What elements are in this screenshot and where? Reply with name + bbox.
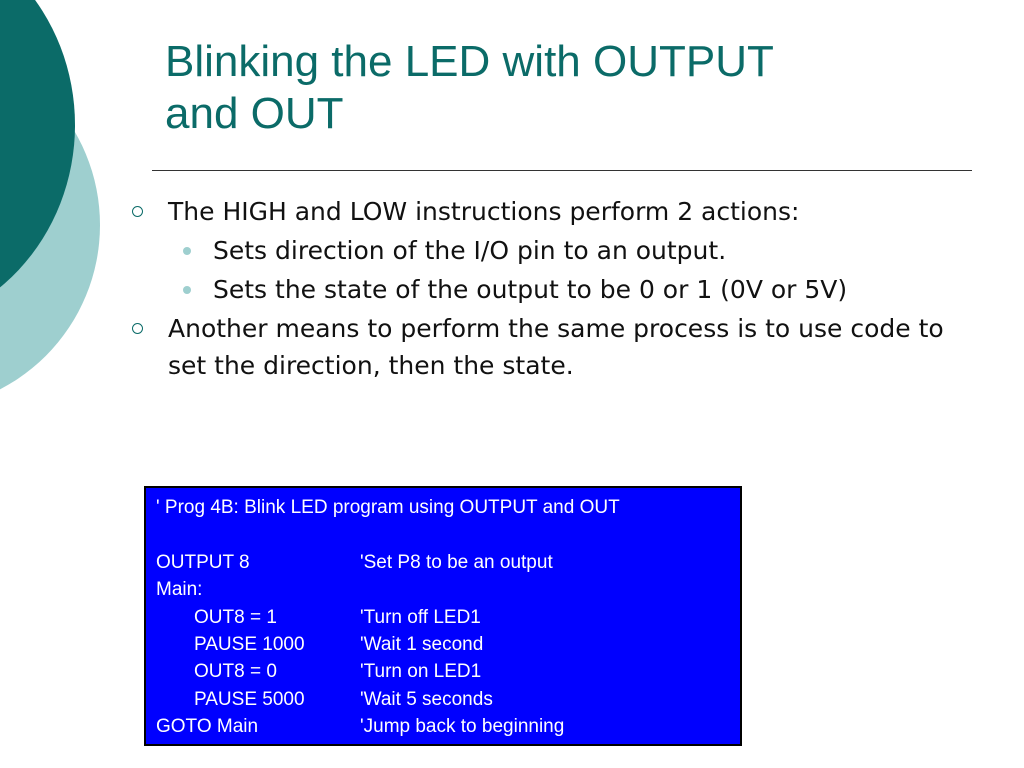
sub-bullet-item xyxy=(130,271,950,308)
code-header-line xyxy=(156,494,740,521)
code-line xyxy=(156,686,740,713)
slide-title xyxy=(165,36,985,140)
sub-bullet-item xyxy=(130,232,950,269)
code-blank-line xyxy=(156,521,740,548)
code-line xyxy=(156,549,740,576)
code-comment: 'Wait 5 seconds xyxy=(360,688,493,710)
sub-bullet-text: Sets direction of the I/O pin to an output. xyxy=(213,236,727,265)
code-comment: 'Turn off LED1 xyxy=(360,606,481,628)
code-line xyxy=(156,576,740,603)
code-command: OUT8 = 1 xyxy=(194,606,277,628)
code-comment: 'Set P8 to be an output xyxy=(360,551,553,573)
filled-dot-bullet-icon xyxy=(183,247,191,255)
code-comment: 'Turn on LED1 xyxy=(360,661,482,683)
code-line xyxy=(156,631,740,658)
code-listing xyxy=(144,486,742,746)
filled-dot-bullet-icon xyxy=(183,286,191,294)
hollow-circle-bullet-icon xyxy=(132,206,143,217)
hollow-circle-bullet-icon xyxy=(132,323,143,334)
code-line xyxy=(156,658,740,685)
code-label: Main: xyxy=(156,579,203,601)
code-command: GOTO Main xyxy=(156,716,259,738)
code-line xyxy=(156,713,740,740)
title-divider xyxy=(152,170,972,171)
code-command: PAUSE 1000 xyxy=(194,633,305,655)
code-comment: 'Wait 1 second xyxy=(360,633,484,655)
code-line xyxy=(156,604,740,631)
code-header-comment: ' Prog 4B: Blink LED program using OUTPUT and OUT xyxy=(156,497,620,518)
bullet-item xyxy=(130,193,950,230)
slide-title-line-1: Blinking the LED with OUTPUT xyxy=(165,37,774,86)
sub-bullet-text: Sets the state of the output to be 0 or 1 (0V or 5V) xyxy=(213,275,848,304)
bullet-item xyxy=(130,310,950,384)
slide-body xyxy=(130,193,950,386)
slide-title-line-2: and OUT xyxy=(165,89,344,138)
code-command: PAUSE 5000 xyxy=(194,688,305,710)
bullet-text: Another means to perform the same process is to use code to set the direction, then the state. xyxy=(168,314,944,380)
code-command: OUTPUT 8 xyxy=(156,551,250,573)
bullet-text: The HIGH and LOW instructions perform 2 actions: xyxy=(168,197,800,226)
code-command: OUT8 = 0 xyxy=(194,661,277,683)
code-comment: 'Jump back to beginning xyxy=(360,716,565,738)
